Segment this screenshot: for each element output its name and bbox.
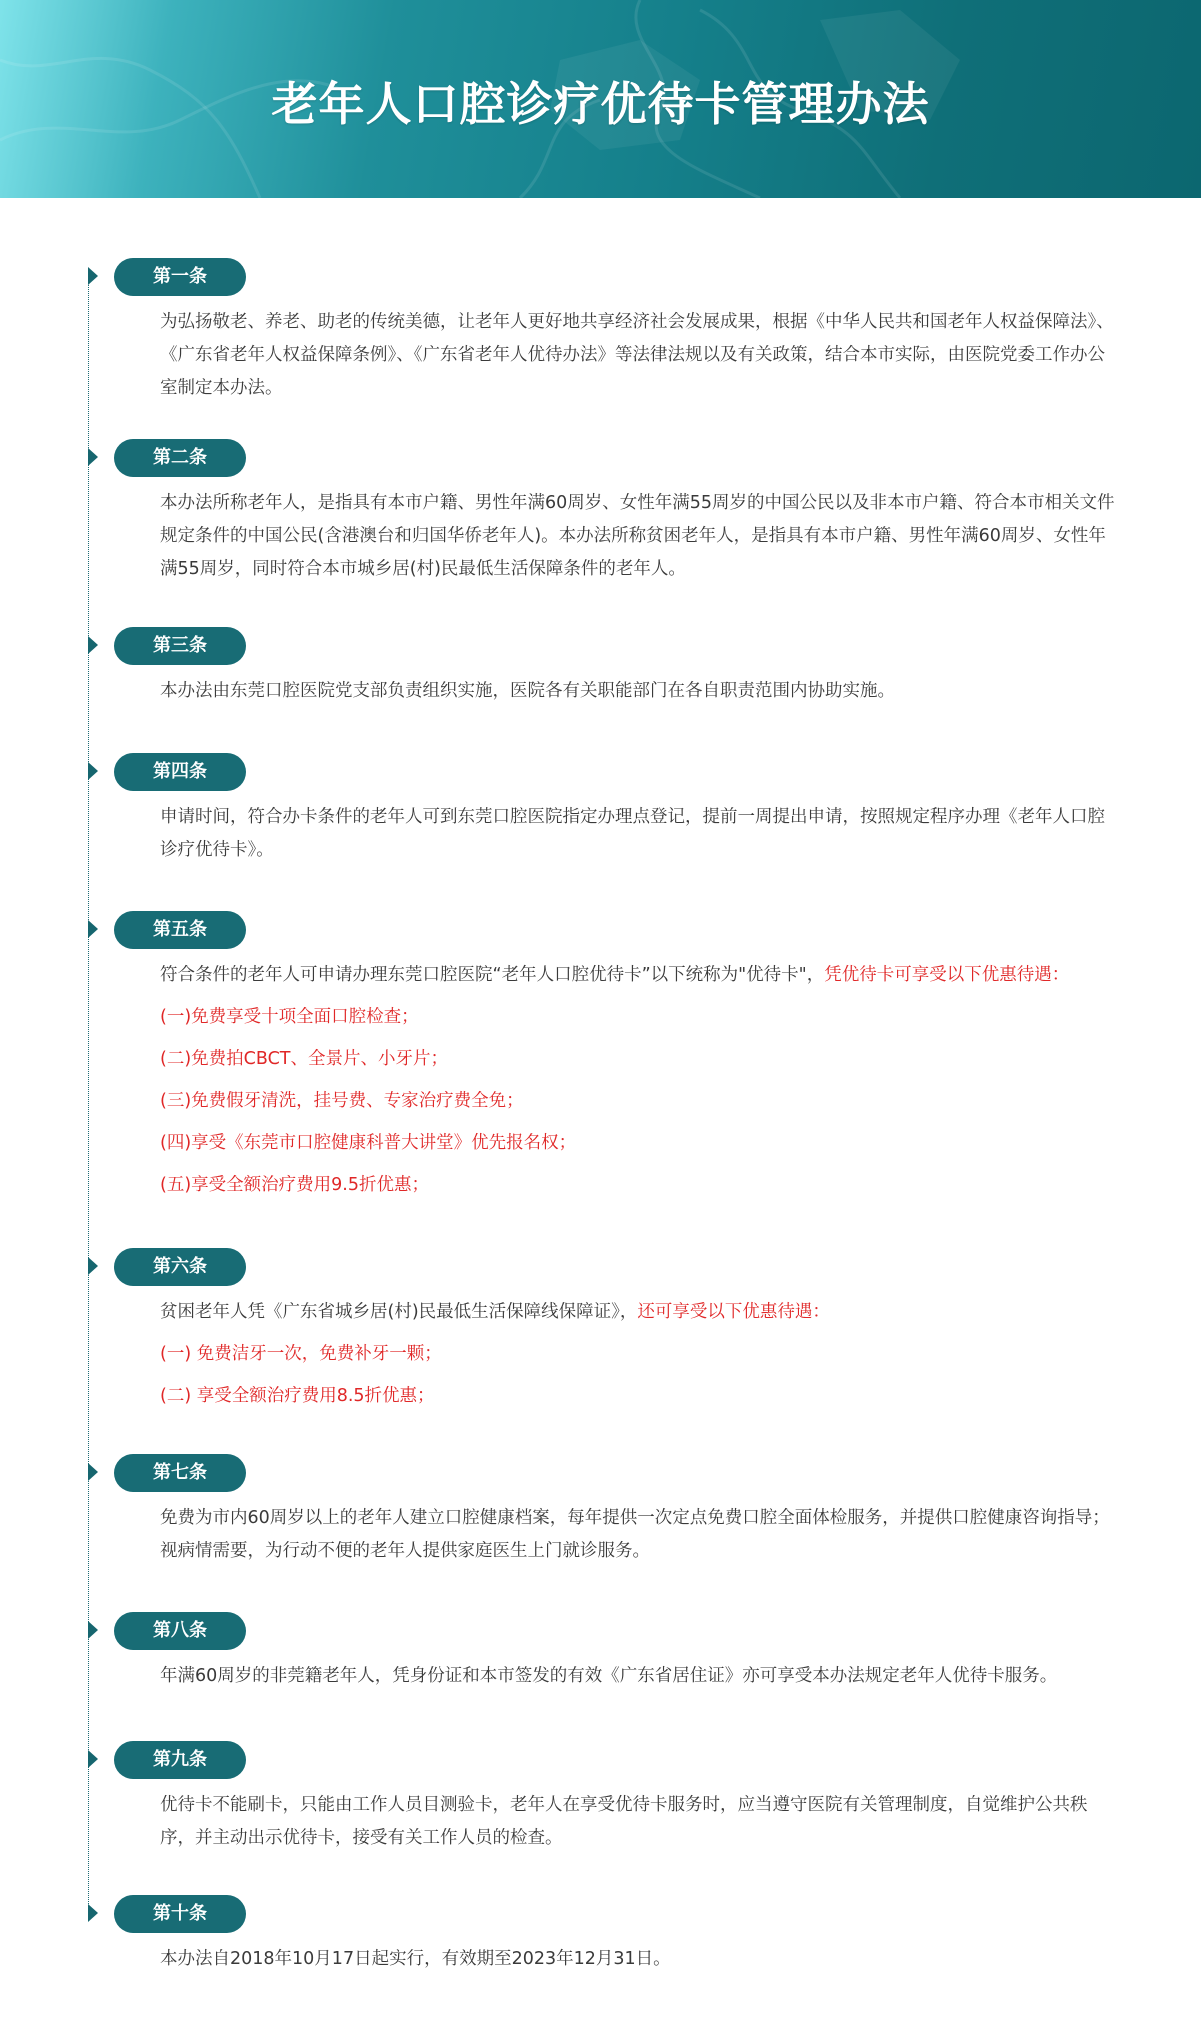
article-text — [160, 959, 1120, 992]
article-text: 免费为市内60周岁以上的老年人建立口腔健康档案，每年提供一次定点免费口腔全面体检服务，并提供口腔健康咨询指导；视病情需要，为行动不便的老年人提供家庭医生上门就诊服务。 — [160, 1508, 1110, 1561]
article-label: 第七条 — [114, 1454, 246, 1492]
benefit-item: (一) 免费洁牙一次，免费补牙一颗； — [160, 1344, 442, 1364]
article-label: 第一条 — [114, 258, 246, 296]
article-label: 第二条 — [114, 439, 246, 477]
article-text: 本办法由东莞口腔医院党支部负责组织实施，医院各有关职能部门在各自职责范围内协助实施。 — [160, 681, 895, 701]
timeline-arrow-icon — [88, 1750, 98, 1768]
benefit-item: (二)免费拍CBCT、全景片、小牙片； — [160, 1049, 448, 1069]
article-text — [160, 1296, 1120, 1329]
article-body — [160, 1943, 1120, 1976]
article-body — [160, 959, 1120, 1202]
article-text: 本办法自2018年10月17日起实行，有效期至2023年12月31日。 — [160, 1949, 671, 1969]
timeline-arrow-icon — [88, 448, 98, 466]
article-label: 第三条 — [114, 627, 246, 665]
timeline-line — [88, 276, 89, 1916]
benefit-item: (三)免费假牙清洗，挂号费、专家治疗费全免； — [160, 1091, 524, 1111]
benefit-item: (四)享受《东莞市口腔健康科普大讲堂》优先报名权； — [160, 1133, 577, 1153]
article-label: 第六条 — [114, 1248, 246, 1286]
article-body — [160, 1789, 1120, 1855]
timeline-arrow-icon — [88, 1463, 98, 1481]
timeline-arrow-icon — [88, 762, 98, 780]
article-label: 第四条 — [114, 753, 246, 791]
article-body — [160, 1502, 1120, 1568]
article-label: 第八条 — [114, 1612, 246, 1650]
article-body — [160, 1660, 1120, 1693]
article-label: 第十条 — [114, 1895, 246, 1933]
article-body — [160, 487, 1120, 586]
articles-section — [0, 198, 1201, 2039]
article-text: 年满60周岁的非莞籍老年人，凭身份证和本市签发的有效《广东省居住证》亦可享受本办法规定老年人优待卡服务。 — [160, 1666, 1058, 1686]
article-body — [160, 1296, 1120, 1413]
article-label: 第五条 — [114, 911, 246, 949]
benefit-highlight: 还可享受以下优惠待遇： — [637, 1302, 830, 1322]
article-text: 优待卡不能刷卡，只能由工作人员目测验卡，老年人在享受优待卡服务时，应当遵守医院有关管理制度，自觉维护公共秩序，并主动出示优待卡，接受有关工作人员的检查。 — [160, 1795, 1088, 1848]
benefit-item: (二) 享受全额治疗费用8.5折优惠； — [160, 1386, 435, 1406]
article-body — [160, 675, 1120, 708]
article-text: 本办法所称老年人，是指具有本市户籍、男性年满60周岁、女性年满55周岁的中国公民以及非本市户籍、符合本市相关文件规定条件的中国公民(含港澳台和归国华侨老年人)。本办法所称贫困老年人，是指具有本市户籍、男性年满60周岁、女性年满55周岁，同时符合本市城乡居(村)民最低生活保障条件的老年人。 — [160, 493, 1115, 579]
page-title: 老年人口腔诊疗优待卡管理办法 — [271, 77, 930, 131]
article-text: 为弘扬敬老、养老、助老的传统美德，让老年人更好地共享经济社会发展成果，根据《中华人民共和国老年人权益保障法》、《广东省老年人权益保障条例》、《广东省老年人优待办法》等法律法规以及有关政策，结合本市实际，由医院党委工作办公室制定本办法。 — [160, 312, 1114, 398]
timeline-arrow-icon — [88, 1904, 98, 1922]
timeline-arrow-icon — [88, 1257, 98, 1275]
article-lead: 符合条件的老年人可申请办理东莞口腔医院“老年人口腔优待卡”以下统称为"优待卡"， — [160, 965, 825, 985]
article-body — [160, 801, 1120, 867]
benefit-item: (五)享受全额治疗费用9.5折优惠； — [160, 1175, 429, 1195]
header-banner — [0, 0, 1201, 198]
article-lead: 贫困老年人凭《广东省城乡居(村)民最低生活保障线保障证》， — [160, 1302, 638, 1322]
article-label: 第九条 — [114, 1741, 246, 1779]
timeline-arrow-icon — [88, 1621, 98, 1639]
timeline-arrow-icon — [88, 920, 98, 938]
benefit-item: (一)免费享受十项全面口腔检查； — [160, 1007, 419, 1027]
article-body — [160, 306, 1120, 405]
timeline-arrow-icon — [88, 267, 98, 285]
article-text: 申请时间，符合办卡条件的老年人可到东莞口腔医院指定办理点登记，提前一周提出申请，按照规定程序办理《老年人口腔诊疗优待卡》。 — [160, 807, 1105, 860]
benefit-highlight: 凭优待卡可享受以下优惠待遇： — [824, 965, 1070, 985]
timeline-arrow-icon — [88, 636, 98, 654]
